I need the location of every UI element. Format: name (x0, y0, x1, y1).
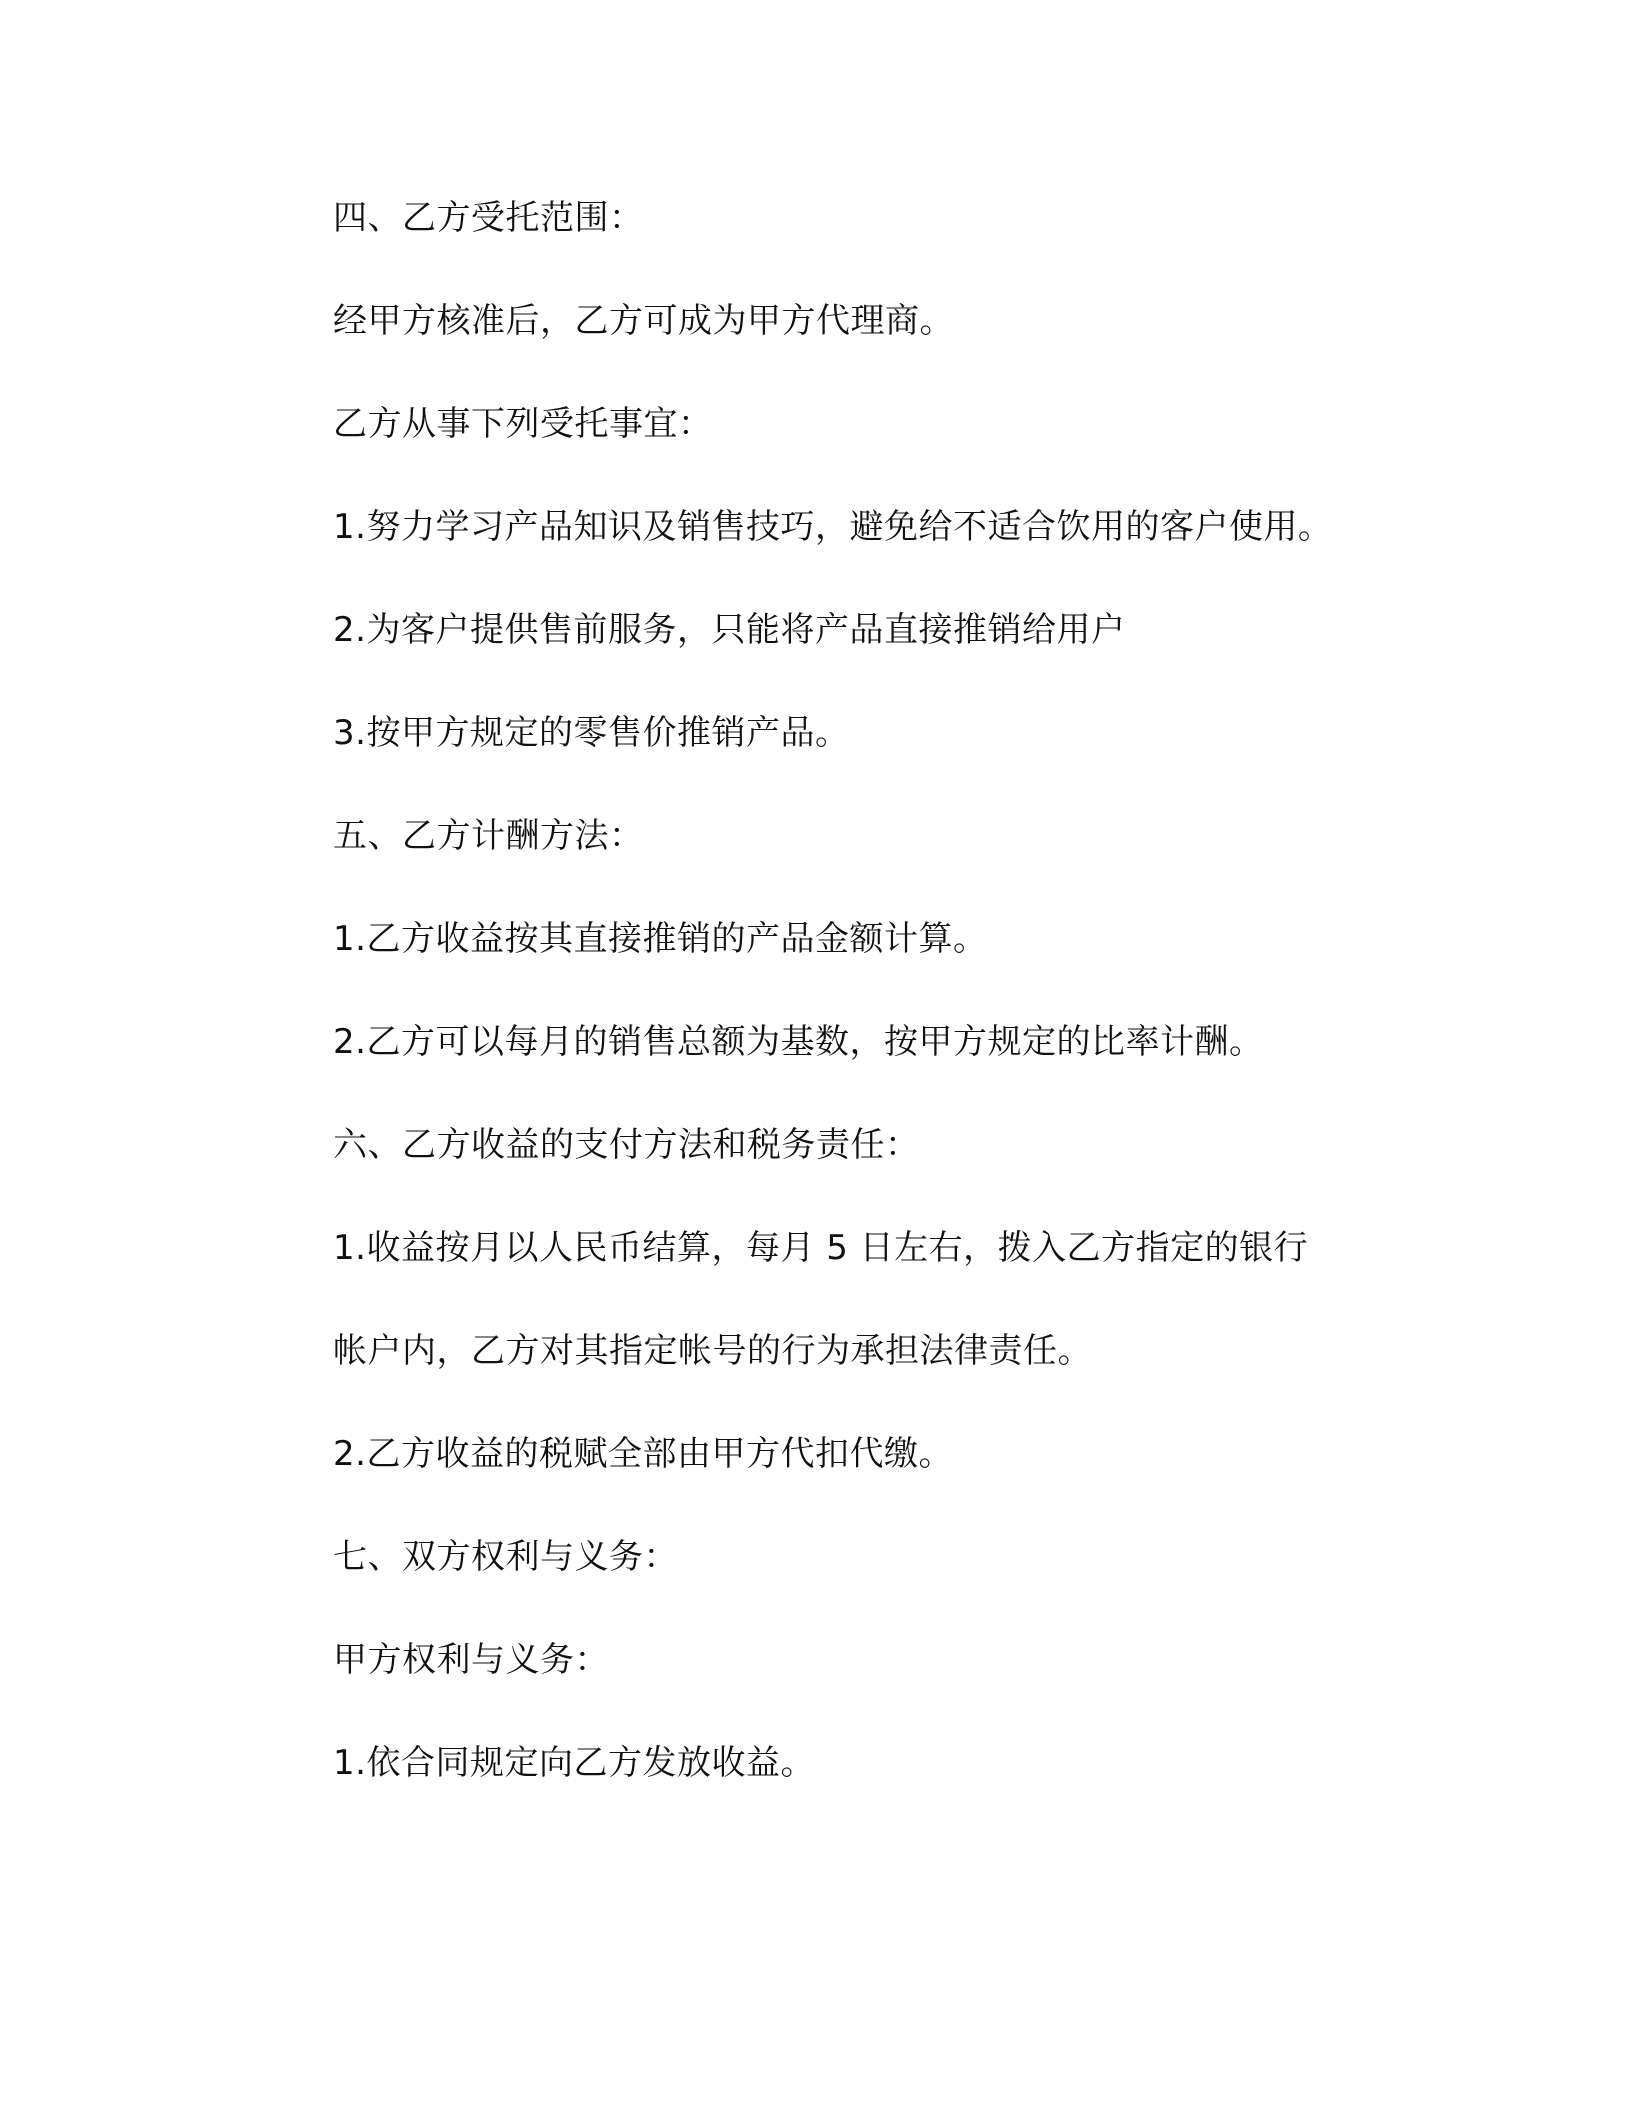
list-item: 1.努力学习产品知识及销售技巧，避免给不适合饮用的客户使用。 (333, 507, 1333, 547)
list-item: 1.收益按月以人民币结算，每月 5 日左右，拨入乙方指定的银行 (333, 1228, 1309, 1268)
list-item: 2.乙方可以每月的销售总额为基数，按甲方规定的比率计酬。 (333, 1022, 1264, 1062)
list-item: 3.按甲方规定的零售价推销产品。 (333, 713, 850, 753)
list-item: 1.依合同规定向乙方发放收益。 (333, 1743, 815, 1783)
section-heading-5: 五、乙方计酬方法： (333, 816, 644, 856)
paragraph-line: 帐户内，乙方对其指定帐号的行为承担法律责任。 (333, 1331, 1092, 1371)
paragraph-line: 经甲方核准后，乙方可成为甲方代理商。 (333, 301, 954, 341)
paragraph-line: 乙方从事下列受托事宜： (333, 404, 713, 444)
list-item: 1.乙方收益按其直接推销的产品金额计算。 (333, 919, 988, 959)
list-item: 2.乙方收益的税赋全部由甲方代扣代缴。 (333, 1434, 953, 1474)
list-item: 2.为客户提供售前服务，只能将产品直接推销给用户 (333, 610, 1126, 650)
sub-heading: 甲方权利与义务： (333, 1640, 609, 1680)
section-heading-4: 四、乙方受托范围： (333, 198, 644, 238)
section-heading-7: 七、双方权利与义务： (333, 1537, 678, 1577)
section-heading-6: 六、乙方收益的支付方法和税务责任： (333, 1125, 920, 1165)
